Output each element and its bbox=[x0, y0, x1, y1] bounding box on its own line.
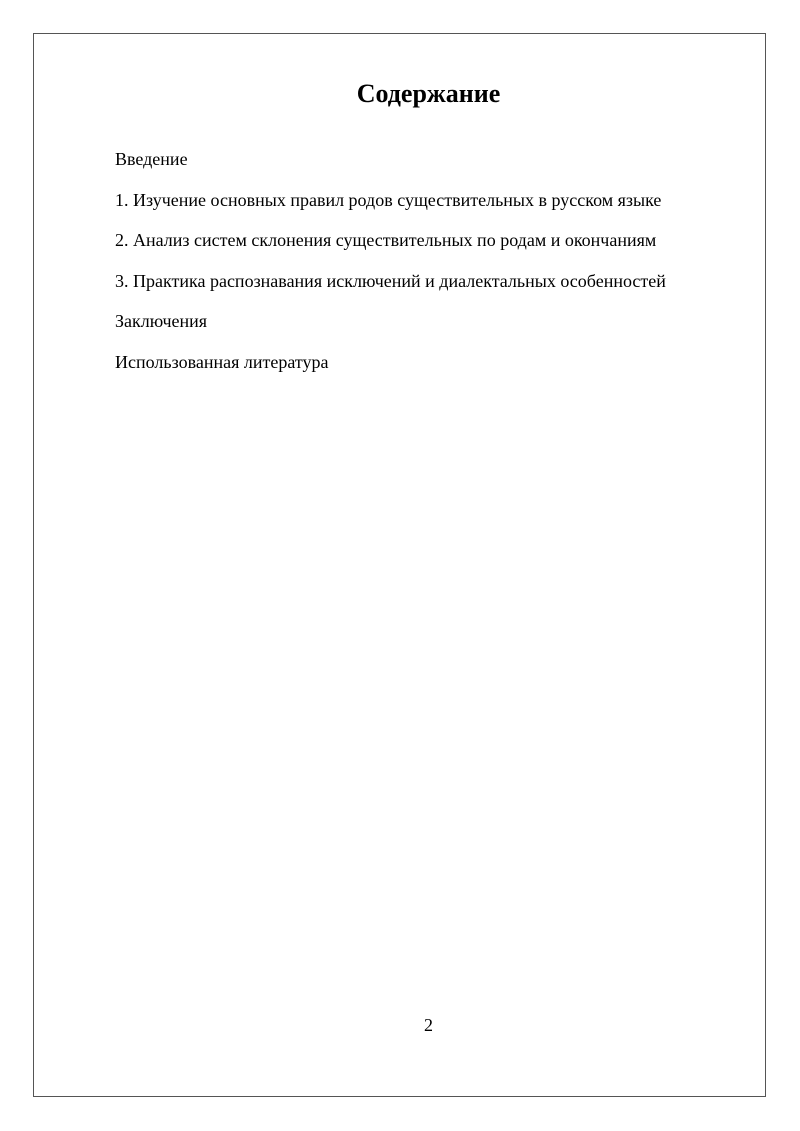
page-number: 2 bbox=[424, 1015, 433, 1035]
toc-item-chapter-1: 1. Изучение основных правил родов существительных в русском языке bbox=[115, 189, 662, 210]
table-of-contents bbox=[115, 148, 666, 392]
page-title: Содержание bbox=[356, 79, 501, 108]
toc-item-introduction: Введение bbox=[115, 149, 188, 169]
document-page bbox=[33, 33, 766, 1097]
toc-item-references: Использованная литература bbox=[115, 351, 329, 372]
toc-item-conclusion: Заключения bbox=[115, 311, 208, 332]
toc-item-chapter-3: 3. Практика распознавания исключений и диалектальных особенностей bbox=[115, 270, 666, 291]
toc-item-chapter-2: 2. Анализ систем склонения существительных по родам и окончаниям bbox=[115, 230, 657, 251]
